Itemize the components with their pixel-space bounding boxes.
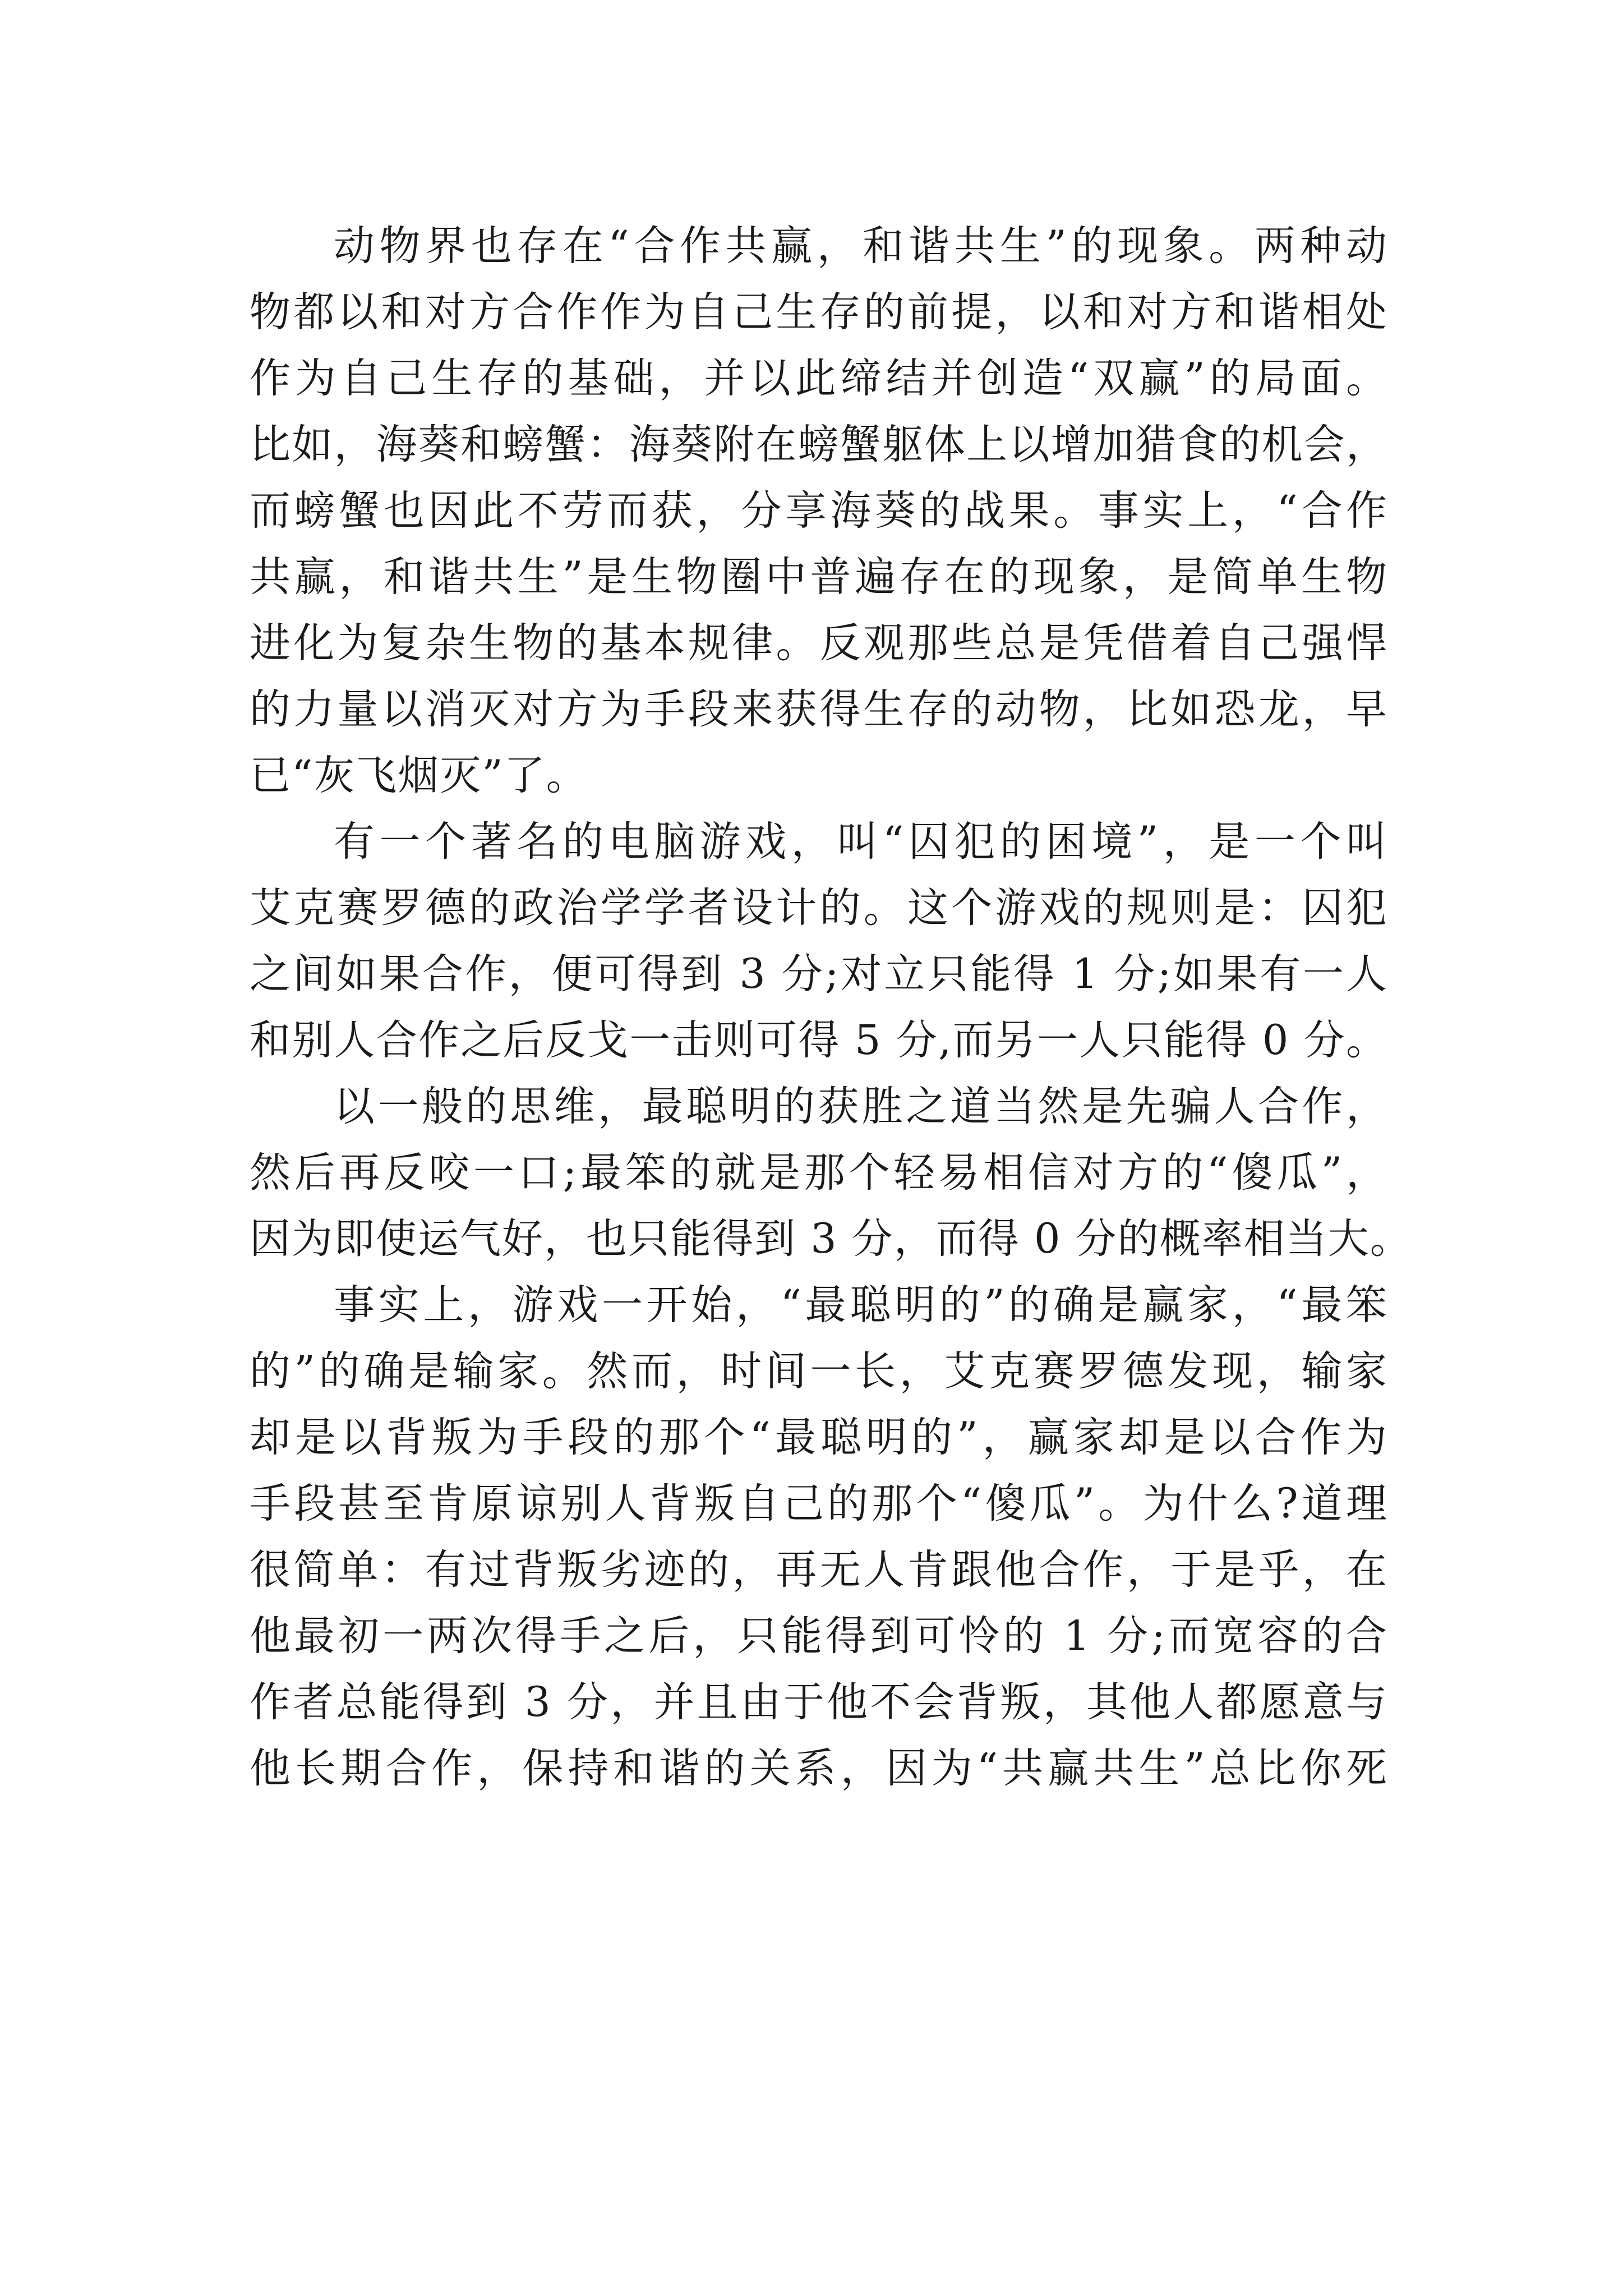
text-line: 比如，海葵和螃蟹：海葵附在螃蟹躯体上以增加猎食的机会， [250, 421, 1388, 468]
text-line: 因为即使运气好，也只能得到 3 分，而得 0 分的概率相当大。 [250, 1215, 1412, 1263]
body-text [250, 213, 1412, 1802]
text-line: 以一般的思维，最聪明的获胜之道当然是先骗人合作， [334, 1083, 1388, 1130]
text-line: 进化为复杂生物的基本规律。反观那些总是凭借着自己强悍 [250, 619, 1388, 667]
text-line: 很简单：有过背叛劣迹的，再无人肯跟他合作，于是乎，在 [250, 1546, 1388, 1594]
text-line: 他最初一两次得手之后，只能得到可怜的 1 分;而宽容的合 [250, 1612, 1388, 1660]
text-line: 作者总能得到 3 分，并且由于他不会背叛，其他人都愿意与 [250, 1678, 1388, 1726]
text-line: 而螃蟹也因此不劳而获，分享海葵的战果。事实上，“合作 [250, 487, 1388, 535]
text-line: 艾克赛罗德的政治学学者设计的。这个游戏的规则是：囚犯 [250, 884, 1388, 932]
text-line: 他长期合作，保持和谐的关系，因为“共赢共生”总比你死 [250, 1745, 1388, 1792]
text-line: 事实上，游戏一开始，“最聪明的”的确是赢家，“最笨 [334, 1281, 1388, 1329]
text-line: 之间如果合作，便可得到 3 分;对立只能得 1 分;如果有一人 [250, 950, 1388, 998]
text-line: 作为自己生存的基础，并以此缔结并创造“双赢”的局面。 [250, 355, 1388, 402]
text-line: 却是以背叛为手段的那个“最聪明的”，赢家却是以合作为 [250, 1414, 1388, 1461]
text-line: 的”的确是输家。然而，时间一长，艾克赛罗德发现，输家 [250, 1347, 1388, 1395]
text-line: 然后再反咬一口;最笨的就是那个轻易相信对方的“傻瓜”， [250, 1149, 1388, 1197]
text-line: 物都以和对方合作作为自己生存的前提，以和对方和谐相处 [250, 288, 1388, 336]
text-line: 有一个著名的电脑游戏，叫“囚犯的困境”，是一个叫 [334, 818, 1388, 866]
text-line: 手段甚至肯原谅别人背叛自己的那个“傻瓜”。为什么?道理 [250, 1480, 1388, 1527]
text-line: 的力量以消灭对方为手段来获得生存的动物，比如恐龙，早 [250, 685, 1388, 733]
text-line: 已“灰飞烟灭”了。 [250, 752, 588, 799]
text-line: 和别人合作之后反戈一击则可得 5 分,而另一人只能得 0 分。 [250, 1016, 1388, 1064]
text-line: 共赢，和谐共生”是生物圈中普遍存在的现象，是简单生物 [250, 553, 1388, 601]
text-line: 动物界也存在“合作共赢，和谐共生”的现象。两种动 [334, 222, 1388, 270]
